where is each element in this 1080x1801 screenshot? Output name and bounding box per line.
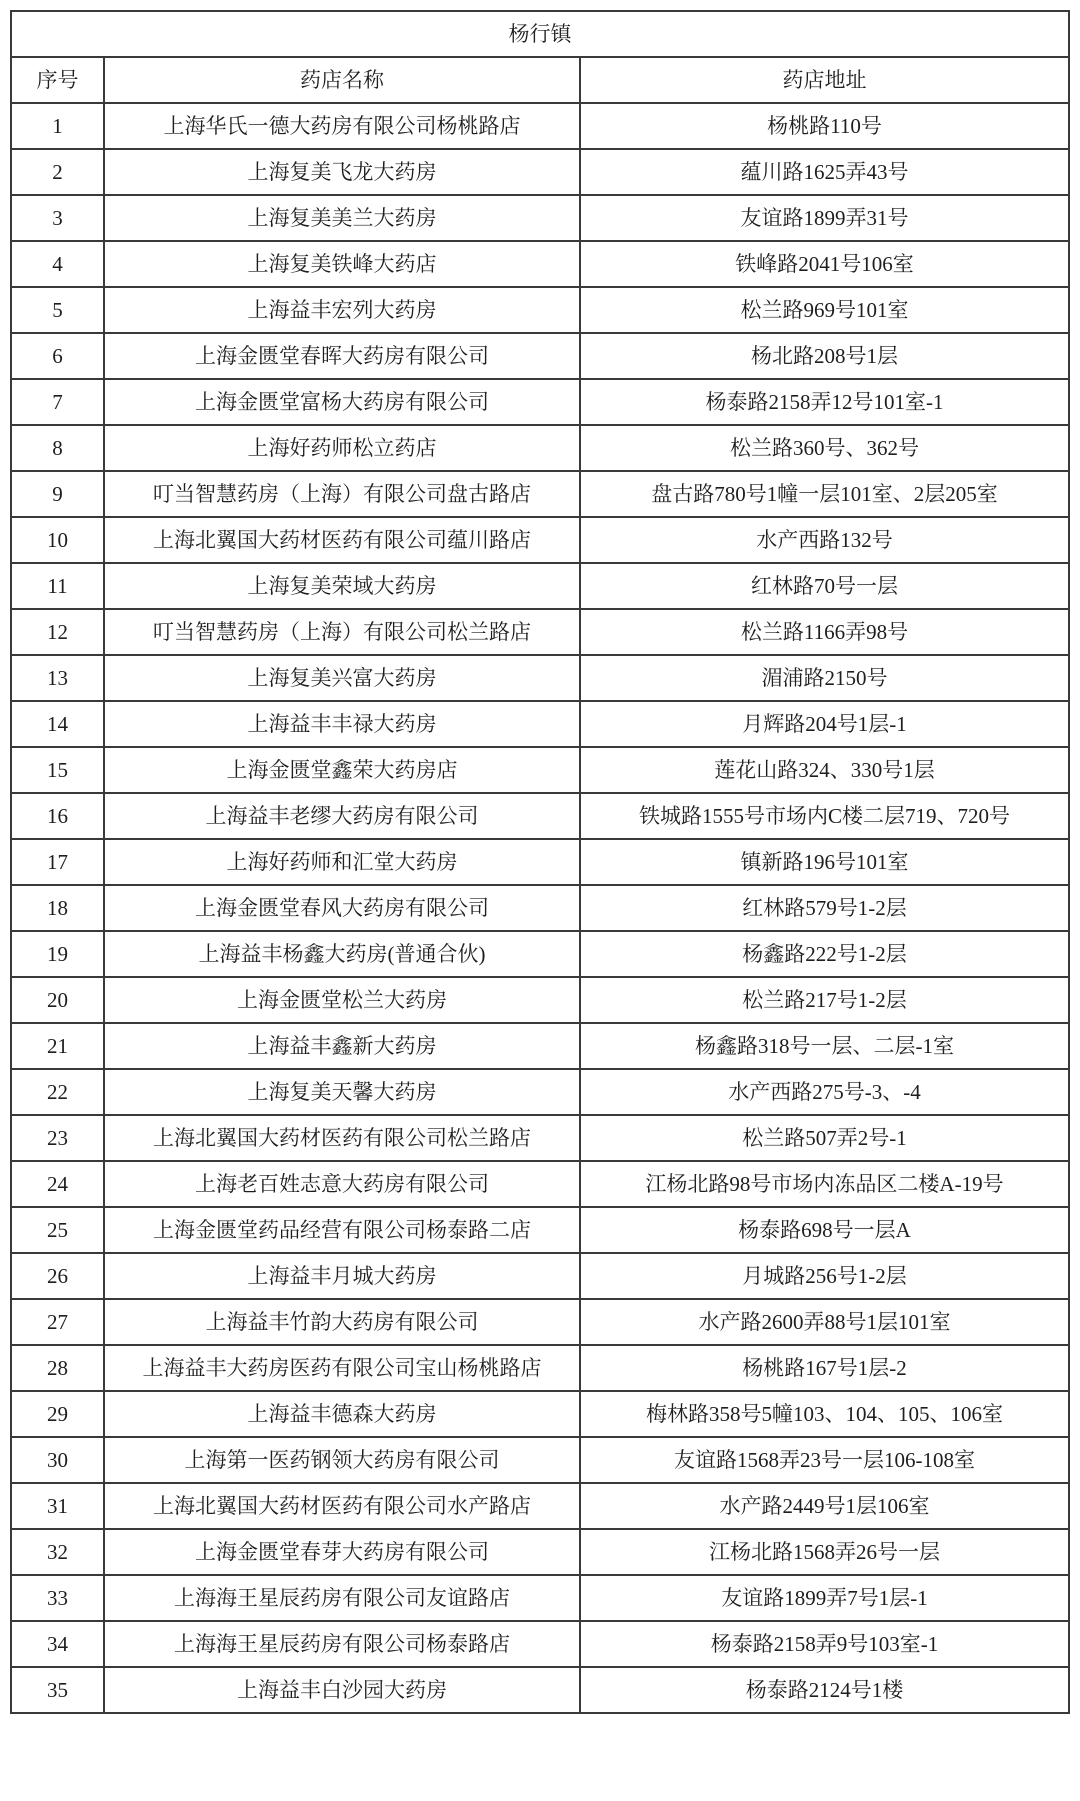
header-pharmacy-address: 药店地址 bbox=[580, 57, 1069, 103]
row-number: 27 bbox=[11, 1299, 104, 1345]
row-number: 24 bbox=[11, 1161, 104, 1207]
pharmacy-name: 上海金匮堂松兰大药房 bbox=[104, 977, 580, 1023]
table-head bbox=[11, 11, 1069, 103]
pharmacy-address: 月辉路204号1层-1 bbox=[580, 701, 1069, 747]
table-row bbox=[11, 1253, 1069, 1299]
table-row bbox=[11, 977, 1069, 1023]
table-row bbox=[11, 195, 1069, 241]
table-row bbox=[11, 839, 1069, 885]
pharmacy-address: 江杨北路98号市场内冻品区二楼A-19号 bbox=[580, 1161, 1069, 1207]
row-number: 21 bbox=[11, 1023, 104, 1069]
pharmacy-name: 上海益丰大药房医药有限公司宝山杨桃路店 bbox=[104, 1345, 580, 1391]
table-row bbox=[11, 1575, 1069, 1621]
row-number: 2 bbox=[11, 149, 104, 195]
pharmacy-address: 杨鑫路318号一层、二层-1室 bbox=[580, 1023, 1069, 1069]
pharmacy-name: 上海华氏一德大药房有限公司杨桃路店 bbox=[104, 103, 580, 149]
table-row bbox=[11, 1345, 1069, 1391]
pharmacy-name: 上海益丰鑫新大药房 bbox=[104, 1023, 580, 1069]
row-number: 5 bbox=[11, 287, 104, 333]
pharmacy-address: 铁峰路2041号106室 bbox=[580, 241, 1069, 287]
pharmacy-name: 上海金匮堂春芽大药房有限公司 bbox=[104, 1529, 580, 1575]
pharmacy-name: 上海复美飞龙大药房 bbox=[104, 149, 580, 195]
table-row bbox=[11, 609, 1069, 655]
table-row bbox=[11, 1667, 1069, 1713]
pharmacy-name: 上海益丰月城大药房 bbox=[104, 1253, 580, 1299]
header-pharmacy-name: 药店名称 bbox=[104, 57, 580, 103]
row-number: 17 bbox=[11, 839, 104, 885]
row-number: 9 bbox=[11, 471, 104, 517]
pharmacy-address: 松兰路969号101室 bbox=[580, 287, 1069, 333]
pharmacy-address: 杨泰路2124号1楼 bbox=[580, 1667, 1069, 1713]
row-number: 33 bbox=[11, 1575, 104, 1621]
row-number: 15 bbox=[11, 747, 104, 793]
pharmacy-address: 铁城路1555号市场内C楼二层719、720号 bbox=[580, 793, 1069, 839]
pharmacy-address: 松兰路1166弄98号 bbox=[580, 609, 1069, 655]
pharmacy-address: 梅林路358号5幢103、104、105、106室 bbox=[580, 1391, 1069, 1437]
row-number: 35 bbox=[11, 1667, 104, 1713]
pharmacy-name: 上海益丰宏列大药房 bbox=[104, 287, 580, 333]
pharmacy-address: 杨鑫路222号1-2层 bbox=[580, 931, 1069, 977]
row-number: 12 bbox=[11, 609, 104, 655]
table-row bbox=[11, 701, 1069, 747]
pharmacy-name: 上海益丰丰禄大药房 bbox=[104, 701, 580, 747]
table-row bbox=[11, 793, 1069, 839]
pharmacy-name: 上海金匮堂富杨大药房有限公司 bbox=[104, 379, 580, 425]
header-serial-number: 序号 bbox=[11, 57, 104, 103]
row-number: 13 bbox=[11, 655, 104, 701]
pharmacy-address: 水产路2449号1层106室 bbox=[580, 1483, 1069, 1529]
table-row bbox=[11, 379, 1069, 425]
pharmacy-name: 上海金匮堂鑫荣大药房店 bbox=[104, 747, 580, 793]
row-number: 34 bbox=[11, 1621, 104, 1667]
row-number: 32 bbox=[11, 1529, 104, 1575]
pharmacy-address: 杨泰路2158弄9号103室-1 bbox=[580, 1621, 1069, 1667]
row-number: 3 bbox=[11, 195, 104, 241]
pharmacy-name: 上海益丰杨鑫大药房(普通合伙) bbox=[104, 931, 580, 977]
pharmacy-address: 月城路256号1-2层 bbox=[580, 1253, 1069, 1299]
table-row bbox=[11, 333, 1069, 379]
row-number: 8 bbox=[11, 425, 104, 471]
table-body bbox=[11, 103, 1069, 1713]
pharmacy-name: 上海复美铁峰大药店 bbox=[104, 241, 580, 287]
pharmacy-name: 上海益丰德森大药房 bbox=[104, 1391, 580, 1437]
row-number: 19 bbox=[11, 931, 104, 977]
row-number: 26 bbox=[11, 1253, 104, 1299]
row-number: 16 bbox=[11, 793, 104, 839]
row-number: 6 bbox=[11, 333, 104, 379]
table-row bbox=[11, 287, 1069, 333]
table-row bbox=[11, 241, 1069, 287]
pharmacy-address: 江杨北路1568弄26号一层 bbox=[580, 1529, 1069, 1575]
pharmacy-address: 水产路2600弄88号1层101室 bbox=[580, 1299, 1069, 1345]
pharmacy-name: 上海北翼国大药材医药有限公司松兰路店 bbox=[104, 1115, 580, 1161]
row-number: 20 bbox=[11, 977, 104, 1023]
table-title: 杨行镇 bbox=[11, 11, 1069, 57]
pharmacy-name: 上海北翼国大药材医药有限公司水产路店 bbox=[104, 1483, 580, 1529]
table-row bbox=[11, 1023, 1069, 1069]
table-row bbox=[11, 563, 1069, 609]
row-number: 23 bbox=[11, 1115, 104, 1161]
table-row bbox=[11, 931, 1069, 977]
pharmacy-address: 松兰路360号、362号 bbox=[580, 425, 1069, 471]
table-row bbox=[11, 149, 1069, 195]
row-number: 22 bbox=[11, 1069, 104, 1115]
pharmacy-name: 上海复美美兰大药房 bbox=[104, 195, 580, 241]
pharmacy-name: 上海海王星辰药房有限公司杨泰路店 bbox=[104, 1621, 580, 1667]
pharmacy-name: 上海益丰白沙园大药房 bbox=[104, 1667, 580, 1713]
pharmacy-address: 蕴川路1625弄43号 bbox=[580, 149, 1069, 195]
pharmacy-address: 镇新路196号101室 bbox=[580, 839, 1069, 885]
pharmacy-name: 叮当智慧药房（上海）有限公司盘古路店 bbox=[104, 471, 580, 517]
pharmacy-address: 盘古路780号1幢一层101室、2层205室 bbox=[580, 471, 1069, 517]
pharmacy-name: 上海金匮堂药品经营有限公司杨泰路二店 bbox=[104, 1207, 580, 1253]
row-number: 31 bbox=[11, 1483, 104, 1529]
table-row bbox=[11, 1069, 1069, 1115]
row-number: 29 bbox=[11, 1391, 104, 1437]
table-row bbox=[11, 471, 1069, 517]
table-row bbox=[11, 1161, 1069, 1207]
table-row bbox=[11, 885, 1069, 931]
pharmacy-name: 上海海王星辰药房有限公司友谊路店 bbox=[104, 1575, 580, 1621]
pharmacy-address: 友谊路1568弄23号一层106-108室 bbox=[580, 1437, 1069, 1483]
pharmacy-name: 上海好药师松立药店 bbox=[104, 425, 580, 471]
row-number: 7 bbox=[11, 379, 104, 425]
row-number: 28 bbox=[11, 1345, 104, 1391]
row-number: 30 bbox=[11, 1437, 104, 1483]
pharmacy-name: 上海益丰老缪大药房有限公司 bbox=[104, 793, 580, 839]
pharmacy-address: 水产西路132号 bbox=[580, 517, 1069, 563]
pharmacy-address: 杨北路208号1层 bbox=[580, 333, 1069, 379]
table-row bbox=[11, 1483, 1069, 1529]
pharmacy-name: 上海第一医药钢领大药房有限公司 bbox=[104, 1437, 580, 1483]
pharmacy-name: 上海复美荣域大药房 bbox=[104, 563, 580, 609]
pharmacy-name: 上海老百姓志意大药房有限公司 bbox=[104, 1161, 580, 1207]
pharmacy-address: 红林路579号1-2层 bbox=[580, 885, 1069, 931]
table-row bbox=[11, 747, 1069, 793]
table-row bbox=[11, 1437, 1069, 1483]
pharmacy-name: 叮当智慧药房（上海）有限公司松兰路店 bbox=[104, 609, 580, 655]
header-row bbox=[11, 57, 1069, 103]
pharmacy-address: 杨桃路110号 bbox=[580, 103, 1069, 149]
pharmacy-address: 友谊路1899弄7号1层-1 bbox=[580, 1575, 1069, 1621]
row-number: 4 bbox=[11, 241, 104, 287]
table-row bbox=[11, 1621, 1069, 1667]
pharmacy-address: 松兰路507弄2号-1 bbox=[580, 1115, 1069, 1161]
pharmacy-name: 上海好药师和汇堂大药房 bbox=[104, 839, 580, 885]
row-number: 10 bbox=[11, 517, 104, 563]
table-row bbox=[11, 1529, 1069, 1575]
table-row bbox=[11, 655, 1069, 701]
pharmacy-name: 上海北翼国大药材医药有限公司蕴川路店 bbox=[104, 517, 580, 563]
pharmacy-address: 松兰路217号1-2层 bbox=[580, 977, 1069, 1023]
row-number: 25 bbox=[11, 1207, 104, 1253]
pharmacy-name: 上海复美天馨大药房 bbox=[104, 1069, 580, 1115]
pharmacy-name: 上海金匮堂春晖大药房有限公司 bbox=[104, 333, 580, 379]
table-row bbox=[11, 517, 1069, 563]
pharmacy-name: 上海益丰竹韵大药房有限公司 bbox=[104, 1299, 580, 1345]
table-row bbox=[11, 1391, 1069, 1437]
pharmacy-address: 红林路70号一层 bbox=[580, 563, 1069, 609]
row-number: 11 bbox=[11, 563, 104, 609]
pharmacy-address: 水产西路275号-3、-4 bbox=[580, 1069, 1069, 1115]
row-number: 18 bbox=[11, 885, 104, 931]
pharmacy-address: 莲花山路324、330号1层 bbox=[580, 747, 1069, 793]
pharmacy-address: 杨泰路2158弄12号101室-1 bbox=[580, 379, 1069, 425]
pharmacy-name: 上海金匮堂春风大药房有限公司 bbox=[104, 885, 580, 931]
table-row bbox=[11, 103, 1069, 149]
table-row bbox=[11, 1207, 1069, 1253]
pharmacy-address: 友谊路1899弄31号 bbox=[580, 195, 1069, 241]
pharmacy-name: 上海复美兴富大药房 bbox=[104, 655, 580, 701]
row-number: 1 bbox=[11, 103, 104, 149]
table-row bbox=[11, 1115, 1069, 1161]
pharmacy-address: 湄浦路2150号 bbox=[580, 655, 1069, 701]
title-row bbox=[11, 11, 1069, 57]
pharmacy-table bbox=[10, 10, 1070, 1714]
table-row bbox=[11, 1299, 1069, 1345]
table-row bbox=[11, 425, 1069, 471]
pharmacy-address: 杨桃路167号1层-2 bbox=[580, 1345, 1069, 1391]
pharmacy-address: 杨泰路698号一层A bbox=[580, 1207, 1069, 1253]
row-number: 14 bbox=[11, 701, 104, 747]
